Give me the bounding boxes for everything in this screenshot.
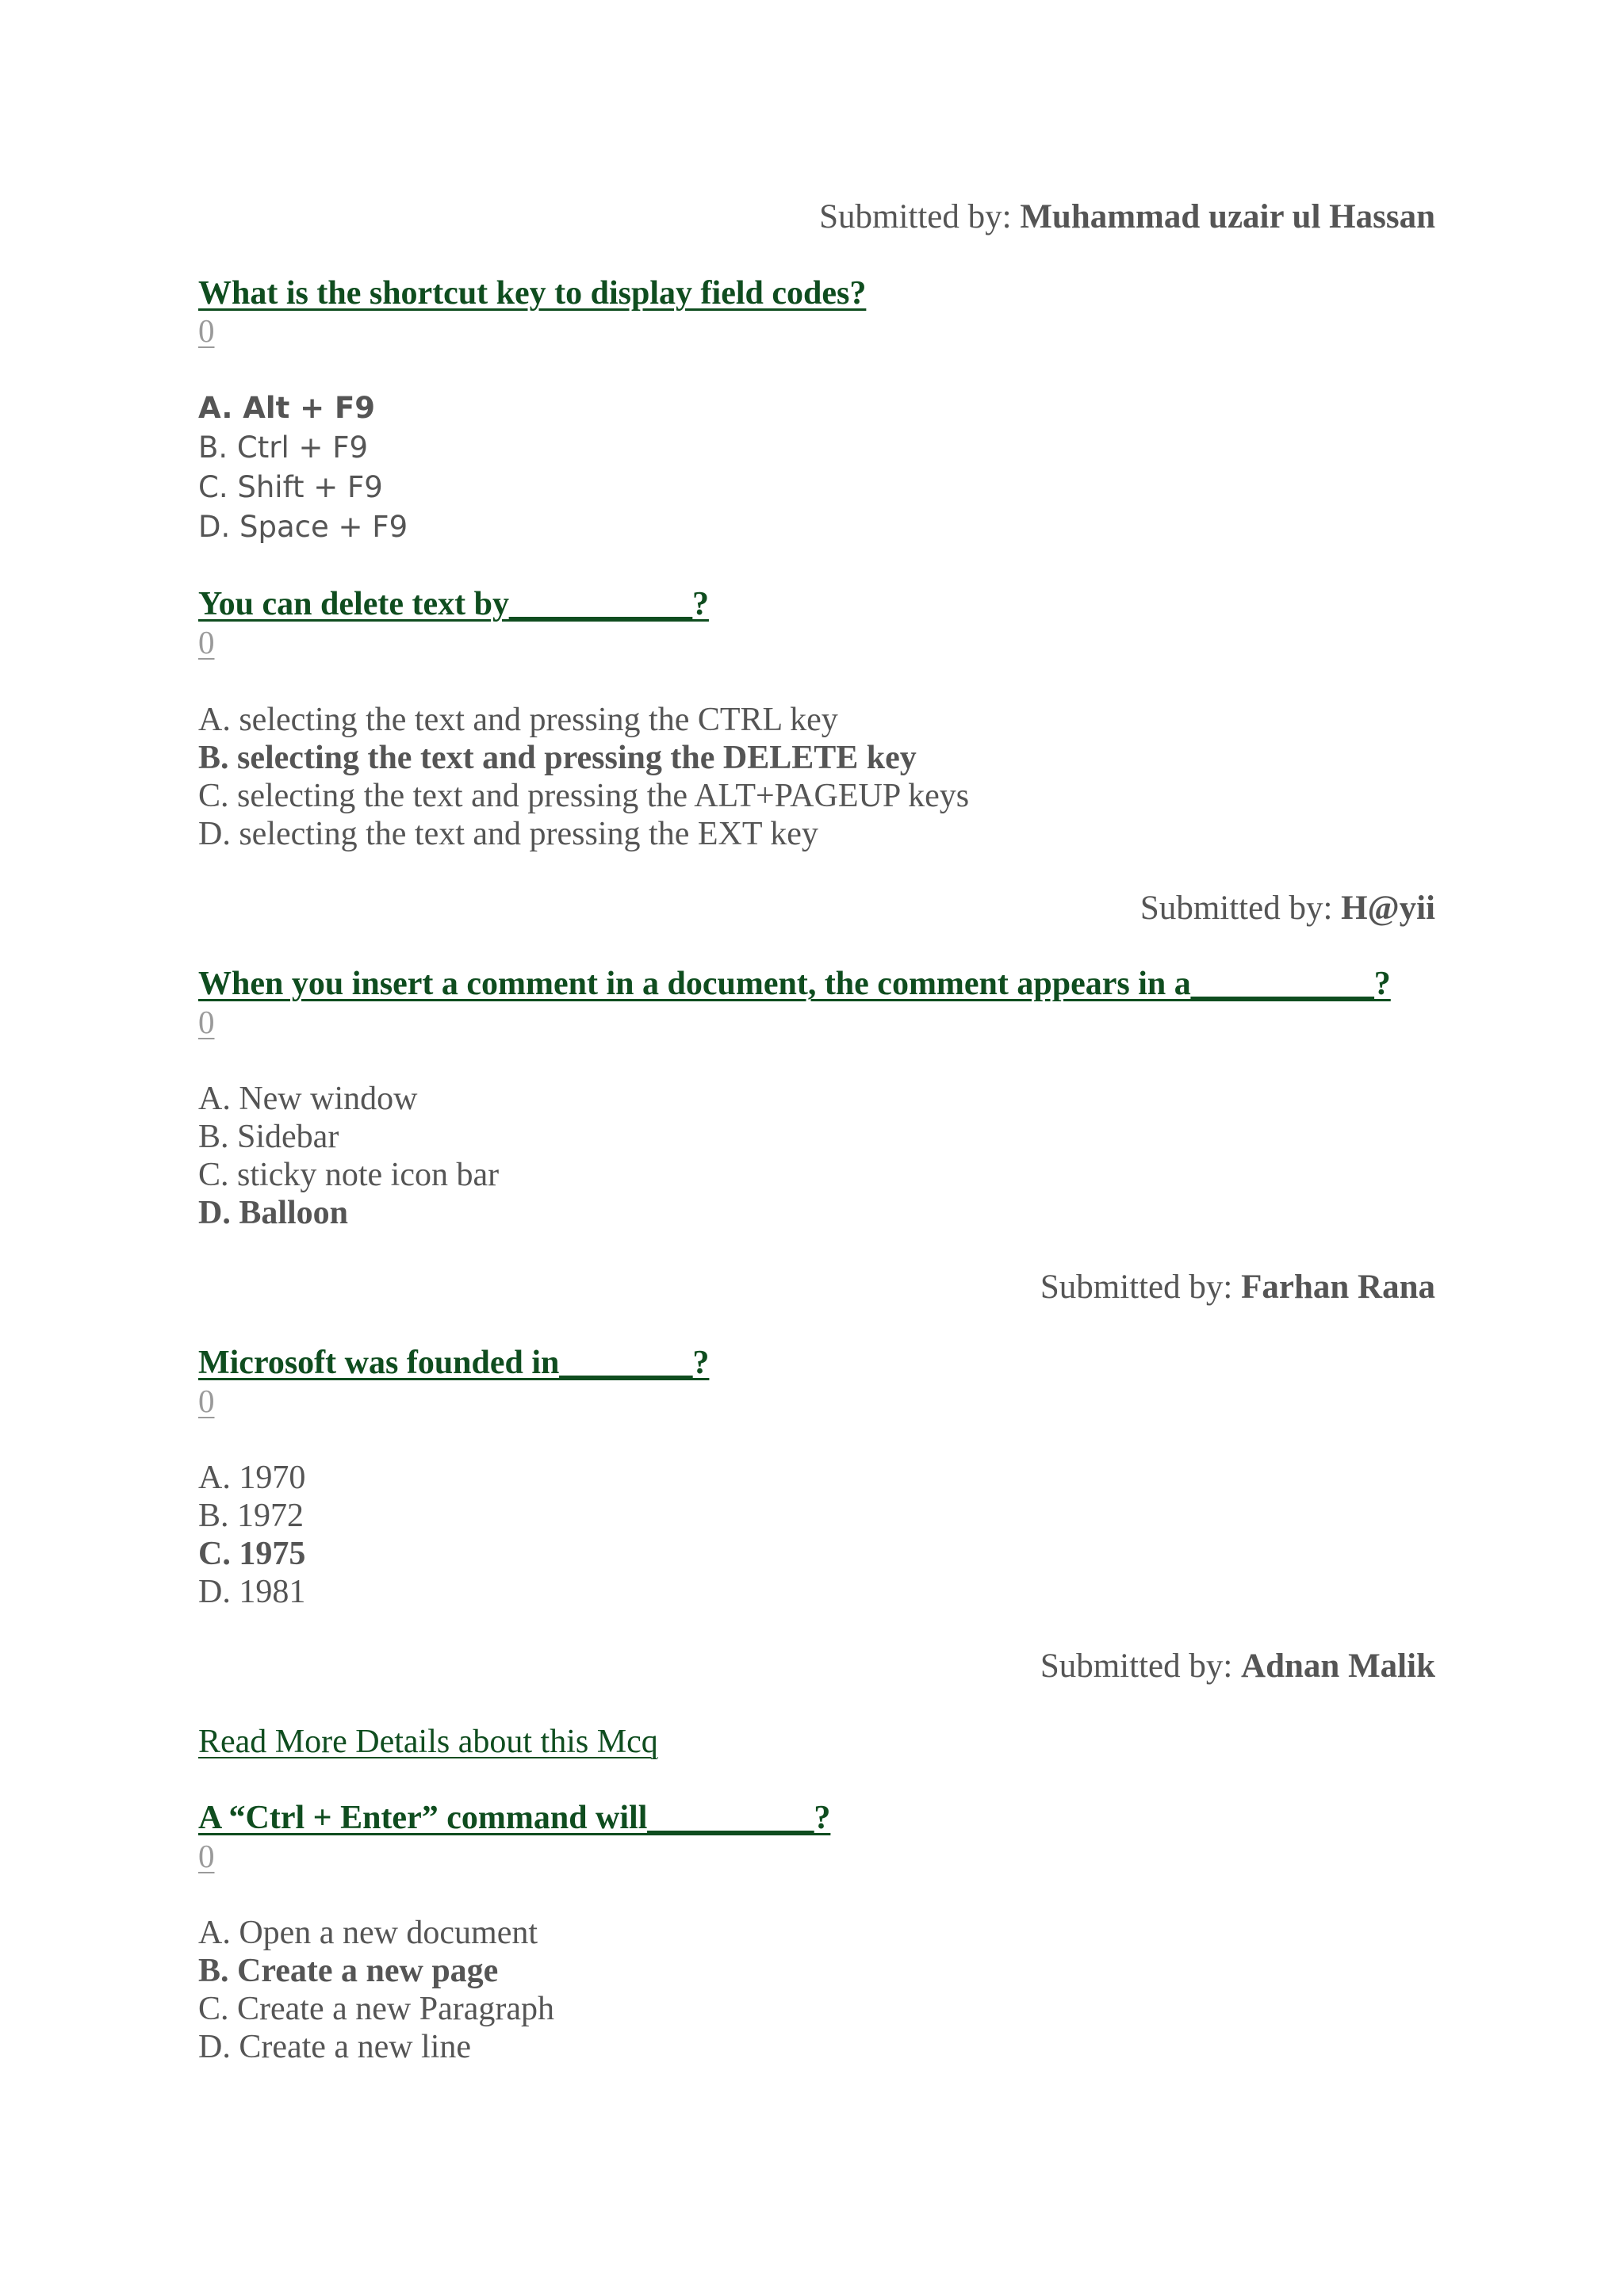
submitted-label: Submitted by: xyxy=(819,198,1012,235)
option: C. sticky note icon bar xyxy=(198,1157,500,1193)
option-list xyxy=(198,1914,554,2066)
submitted-label: Submitted by: xyxy=(1040,1647,1233,1685)
option: A. 1970 xyxy=(198,1460,306,1496)
option: C. selecting the text and pressing the ALT+PAGEUP keys xyxy=(198,778,970,814)
question-title[interactable]: What is the shortcut key to display field codes? xyxy=(198,275,867,312)
submitted-by xyxy=(198,1644,1435,1689)
option: C. Shift + F9 xyxy=(198,470,383,504)
option-correct: C. 1975 xyxy=(198,1536,306,1572)
answer-count[interactable]: 0 xyxy=(198,624,215,660)
option: D. Create a new line xyxy=(198,2029,472,2065)
question-title[interactable]: When you insert a comment in a document, the comment appears in a___________? xyxy=(198,966,1391,1002)
submitted-label: Submitted by: xyxy=(1139,890,1333,927)
submitted-by xyxy=(198,886,1435,931)
submitted-by xyxy=(198,1265,1435,1310)
question-title[interactable]: A “Ctrl + Enter” command will__________? xyxy=(198,1800,831,1836)
option: B. Ctrl + F9 xyxy=(198,430,369,465)
option: A. selecting the text and pressing the CTRL key xyxy=(198,702,838,738)
option: B. Sidebar xyxy=(198,1119,339,1155)
submitted-by xyxy=(198,195,1435,239)
option-correct: B. Create a new page xyxy=(198,1953,499,1989)
submitter-name: Farhan Rana xyxy=(1241,1269,1435,1306)
option-correct: D. Balloon xyxy=(198,1195,349,1231)
question-title[interactable]: Microsoft was founded in________? xyxy=(198,1345,710,1381)
submitter-name: Adnan Malik xyxy=(1241,1647,1435,1685)
option: A. New window xyxy=(198,1081,418,1117)
option-correct: B. selecting the text and pressing the DELETE key xyxy=(198,740,917,776)
answer-count[interactable]: 0 xyxy=(198,312,215,349)
read-more-link[interactable]: Read More Details about this Mcq xyxy=(198,1724,658,1760)
option: A. Open a new document xyxy=(198,1915,538,1951)
question-title[interactable]: You can delete text by___________? xyxy=(198,586,709,622)
option-list xyxy=(198,1459,305,1611)
answer-count[interactable]: 0 xyxy=(198,1838,215,1874)
option: D. 1981 xyxy=(198,1574,306,1610)
submitter-name: Muhammad uzair ul Hassan xyxy=(1020,198,1435,235)
submitter-name: H@yii xyxy=(1341,890,1435,927)
submitted-label: Submitted by: xyxy=(1040,1269,1233,1306)
option: D. selecting the text and pressing the EXT key xyxy=(198,816,818,852)
option: D. Space + F9 xyxy=(198,510,408,544)
answer-count[interactable]: 0 xyxy=(198,1004,215,1040)
option-correct: A. Alt + F9 xyxy=(198,391,376,425)
option: C. Create a new Paragraph xyxy=(198,1991,554,2027)
option-list xyxy=(198,1080,499,1232)
option-list xyxy=(198,701,969,853)
option-list xyxy=(198,388,408,547)
option: B. 1972 xyxy=(198,1498,304,1534)
answer-count[interactable]: 0 xyxy=(198,1383,215,1419)
